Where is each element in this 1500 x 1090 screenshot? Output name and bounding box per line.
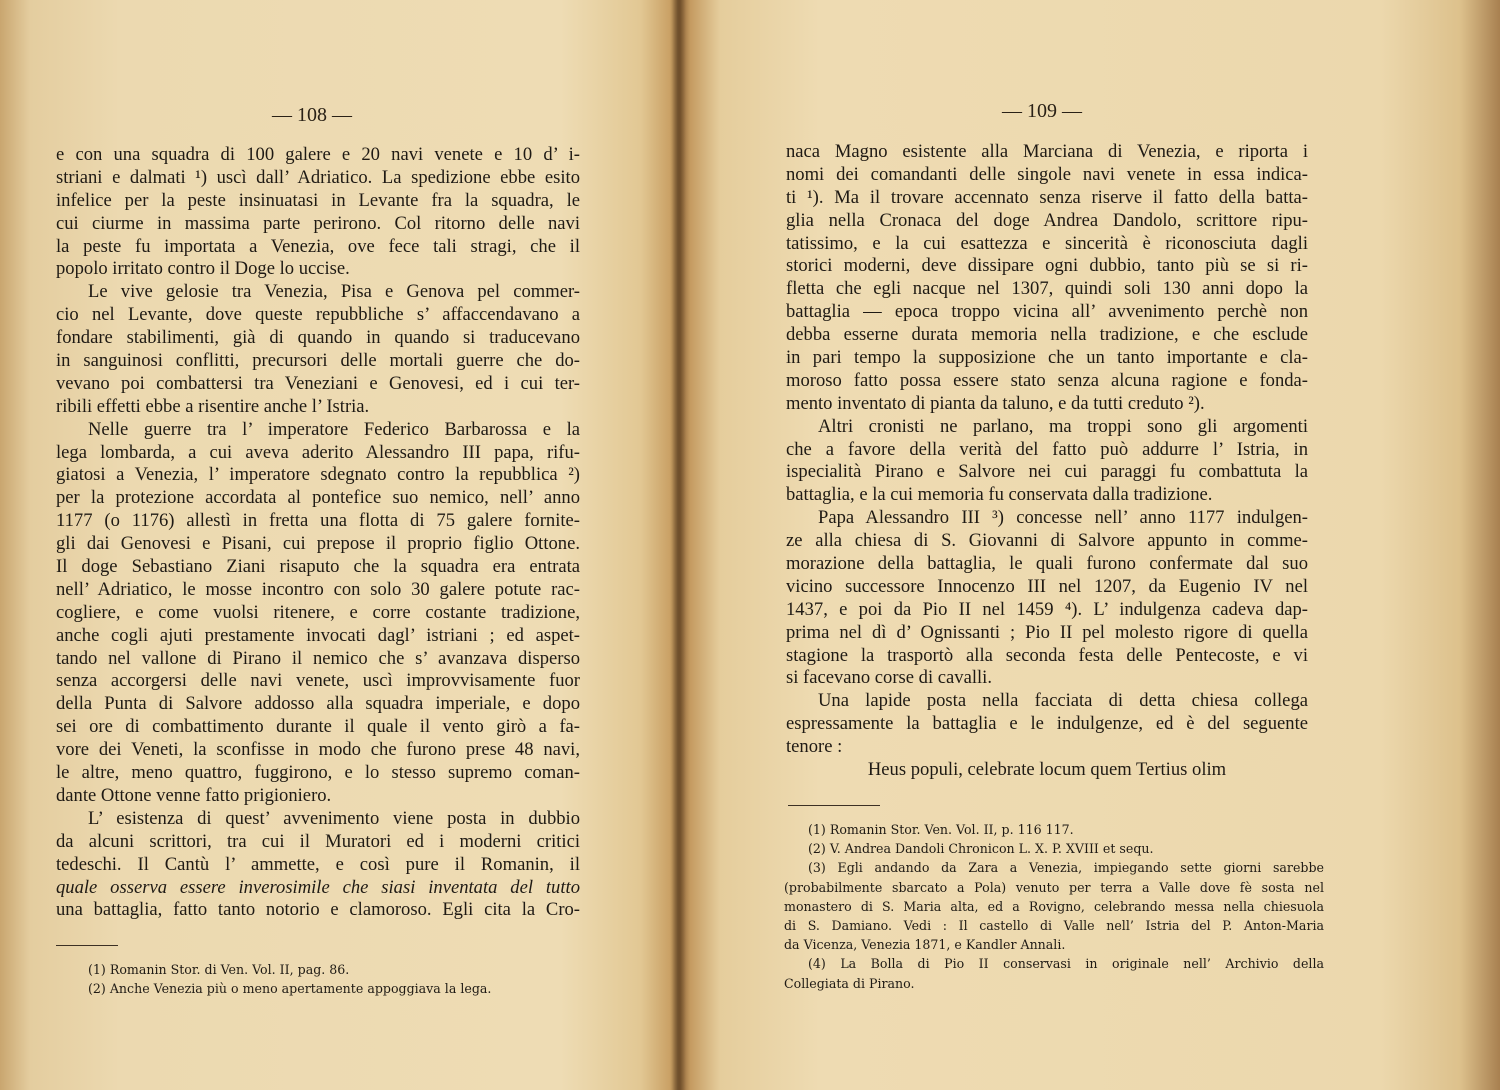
text-line: una battaglia, fatto tanto notorio e clamoroso. Egli cita la Cro-	[56, 899, 580, 921]
text-line: e con una squadra di 100 galere e 20 navi venete e 10 d’ i-	[56, 144, 580, 165]
text-line: cui ciurme in massima parte perirono. Col ritorno delle navi	[56, 212, 580, 234]
text-line: per la protezione accordata al pontefice suo nemico, nell’ anno	[56, 487, 580, 509]
text-line: tedeschi. Il Cantù l’ ammette, e così pure il Romanin, il	[56, 853, 580, 875]
text-line: cogliere, e come vuolsi ritenere, e corre costante tradizione,	[56, 601, 580, 623]
text-line: anche cogli ajuti prestamente invocati dagl’ istriani ; ed aspet-	[56, 624, 580, 646]
text-line: espressamente la battaglia e le indulgenze, ed è del seguente	[786, 713, 1308, 735]
text-line: Le vive gelosie tra Venezia, Pisa e Genova pel commer-	[88, 281, 580, 303]
left-page	[0, 0, 678, 1090]
footnote-rule	[788, 805, 880, 806]
text-line: moroso fatto possa essere stato senza alcuna ragione e fonda-	[786, 369, 1308, 391]
footnote: da Vicenza, Venezia 1871, e Kandler Annali.	[784, 937, 1066, 953]
text-line: in sanguinosi conflitti, precursori delle mortali guerre che do-	[56, 350, 580, 372]
text-line: senza accorgersi delle navi venete, uscì improvvisamente fuor	[56, 670, 580, 692]
text-line: morazione della battaglia, le quali furono confermate dal suo	[786, 553, 1308, 575]
text-line: lega lombarda, a cui aveva aderito Alessandro III papa, rifu-	[56, 441, 580, 463]
text-line: gli dai Genovesi e Pisani, cui prepose il proprio figlio Ottone.	[56, 533, 580, 555]
text-line: mento inventato di pianta da taluno, e da tutti creduto ²).	[786, 392, 1205, 414]
text-line: vore dei Veneti, la sconfisse in modo che furono prese 48 navi,	[56, 739, 580, 761]
footnote-rule	[56, 945, 118, 946]
text-line: stagione la trasportò alla seconda festa delle Pentecoste, e vi	[786, 644, 1308, 666]
text-line: dante Ottone venne fatto prigioniero.	[56, 784, 332, 806]
inscription-line: Heus populi, celebrate locum quem Tertius olim	[867, 759, 1227, 781]
text-line: della Punta di Salvore addosso alla squadra imperiale, e dopo	[56, 693, 580, 715]
text-line: Papa Alessandro III ³) concesse nell’ anno 1177 indulgen-	[818, 507, 1308, 529]
page-number: — 109 —	[1002, 100, 1082, 122]
text-line: si facevano corse di cavalli.	[786, 667, 992, 689]
footnote: monastero di S. Maria alta, ed a Rovigno, celebrando messa nella chiesuola	[784, 898, 1324, 914]
text-line: giatosi a Venezia, l’ imperatore sdegnato contro la repubblica ²)	[56, 464, 580, 486]
text-line: ze alla chiesa di S. Giovanni di Salvore appunto in comme-	[786, 530, 1308, 552]
text-line: prima nel dì d’ Ognissanti ; Pio II pel molesto rigore di quella	[786, 621, 1308, 643]
footnote: (1) Romanin Stor. di Ven. Vol. II, pag. 86.	[88, 962, 350, 977]
footnote: (2) V. Andrea Dandoli Chronicon L. X. P. XVIII et sequ.	[808, 841, 1154, 857]
text-line: tando nel vallone di Pirano il nemico che s’ avanzava disperso	[56, 647, 580, 669]
footnote: (1) Romanin Stor. Ven. Vol. II, p. 116 117.	[808, 822, 1074, 837]
footnote: (probabilmente sbarcato a Pola) venuto per terra a Valle dove fè sosta nel	[784, 879, 1324, 895]
footnotes	[784, 820, 1324, 993]
text-line: striani e dalmati ¹) uscì dall’ Adriatico. La spedizione ebbe esito	[56, 166, 580, 188]
text-line: vevano poi combattersi tra Veneziani e Genovesi, ed i cui ter-	[56, 372, 580, 394]
right-page	[684, 0, 1500, 1090]
footnote: di S. Damiano. Vedi : Il castello di Valle nell’ Istria del P. Anton-Maria	[784, 917, 1324, 933]
text-line: L’ esistenza di quest’ avvenimento viene posta in dubbio	[88, 807, 580, 829]
footnote: (4) La Bolla di Pio II conservasi in originale nell’ Archivio della	[808, 956, 1324, 972]
text-line: tatissimo, e la cui esattezza e sincerità è riconosciuta dagli	[786, 232, 1308, 254]
text-line: le altre, meno quattro, fuggirono, e lo stesso supremo coman-	[56, 762, 580, 784]
text-line: glia nella Cronaca del doge Andrea Dandolo, scrittore ripu-	[786, 209, 1308, 231]
text-line: in pari tempo la supposizione che un tanto importante e cla-	[786, 347, 1308, 369]
text-line: storici moderni, deve dissipare ogni dubbio, tanto più se si ri-	[786, 255, 1308, 277]
text-line: Altri cronisti ne parlano, ma troppi sono gli argomenti	[818, 415, 1308, 437]
text-line: cio nel Levante, dove queste repubbliche s’ affaccendavano a	[56, 304, 580, 326]
page-body	[56, 144, 580, 922]
text-line: sei ore di combattimento durante il quale il vento girò a fa-	[56, 716, 580, 738]
page-body	[786, 141, 1308, 782]
text-line: la peste fu importata a Venezia, ove fece tali stragi, che il	[56, 235, 580, 257]
footnote: (2) Anche Venezia più o meno apertamente appoggiava la lega.	[88, 981, 492, 997]
text-line: popolo irritato contro il Doge lo uccise.	[56, 258, 350, 280]
text-line: Nelle guerre tra l’ imperatore Federico Barbarossa e la	[88, 418, 580, 440]
text-line: nell’ Adriatico, le mosse incontro con solo 30 galere potute rac-	[56, 578, 580, 600]
footnote: (3) Egli andando da Zara a Venezia, impiegando sette giorni sarebbe	[808, 860, 1324, 876]
text-line: fondare stabilimenti, già di quando in quando si traducevano	[56, 327, 580, 349]
text-line: Il doge Sebastiano Ziani risaputo che la squadra era entrata	[56, 556, 580, 578]
text-line: da alcuni scrittori, tra cui il Muratori ed i moderni critici	[56, 830, 580, 852]
text-line: battaglia — epoca troppo vicina all’ avvenimento perchè non	[786, 301, 1308, 323]
text-line: 1177 (o 1176) allestì in fretta una flotta di 75 galere fornite-	[56, 510, 580, 532]
text-line: quale osserva essere inverosimile che siasi inventata del tutto	[56, 876, 580, 898]
text-line: vicino successore Innocenzo III nel 1207, da Eugenio IV nel	[786, 575, 1308, 597]
text-line: ribili effetti ebbe a risentire anche l’ Istria.	[56, 395, 370, 417]
text-line: battaglia, e la cui memoria fu conservata dalla tradizione.	[786, 484, 1213, 506]
text-line: ispecialità Pirano e Salvore nei cui paraggi fu combattuta la	[786, 461, 1308, 483]
text-line: nomi dei comandanti delle singole navi venete in essa indica-	[786, 163, 1308, 185]
text-line: infelice per la peste insinuatasi in Levante fra la squadra, le	[56, 189, 580, 211]
text-line: 1437, e poi da Pio II nel 1459 ⁴). L’ indulgenza cadeva dap-	[786, 598, 1308, 620]
text-line: Una lapide posta nella facciata di detta chiesa collega	[818, 690, 1308, 712]
page-number: — 108 —	[272, 104, 352, 126]
text-line: che a favore della verità del fatto può addurre l’ Istria, in	[786, 438, 1308, 460]
text-line: naca Magno esistente alla Marciana di Venezia, e riporta i	[786, 141, 1308, 162]
footnote: Collegiata di Pirano.	[784, 975, 915, 991]
text-line: debba esserne durata memoria nella tradizione, e che esclude	[786, 324, 1308, 346]
text-line: tenore :	[786, 736, 843, 758]
text-line: fletta che egli nacque nel 1307, quindi soli 130 anni dopo la	[786, 278, 1308, 300]
text-line: ti ¹). Ma il trovare accennato senza riserve il fatto della batta-	[786, 186, 1308, 208]
footnotes	[88, 960, 542, 998]
